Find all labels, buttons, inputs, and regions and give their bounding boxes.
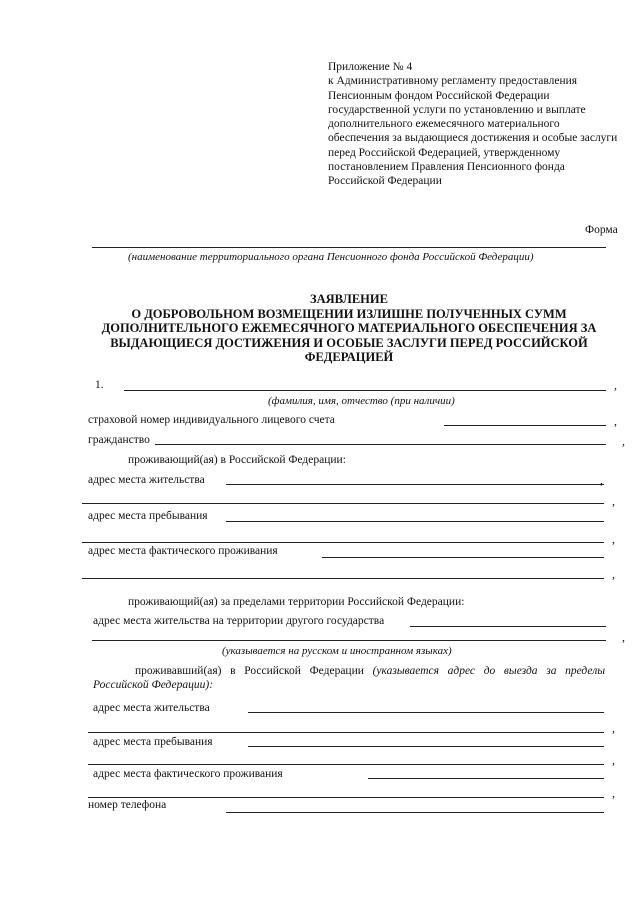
form-label: Форма [585, 224, 618, 236]
fio-line[interactable] [124, 390, 606, 391]
residence-address-2-label: адрес места жительства [93, 702, 210, 714]
foreign-residence-label: адрес места жительства на территории другого государства [93, 615, 385, 627]
comma: , [612, 753, 615, 767]
actual-address-line[interactable] [322, 557, 604, 558]
stay-address-line-2[interactable] [82, 542, 604, 543]
residence-address-2-line-2[interactable] [88, 732, 604, 733]
stay-address-2-line-2[interactable] [88, 764, 604, 765]
residing-abroad-label: проживающий(ая) за пределами территории Российской Федерации: [128, 596, 465, 608]
comma: , [622, 630, 625, 644]
comma: , [612, 494, 615, 508]
snils-label: страховой номер индивидуального лицевого счета [88, 414, 335, 426]
territorial-organ-line[interactable] [92, 247, 606, 248]
citizenship-label: гражданство [88, 434, 150, 446]
snils-line[interactable] [444, 425, 606, 426]
resided-rf-label: проживавший(ая) в Российской Федерации [135, 665, 364, 677]
comma: , [612, 567, 615, 581]
actual-address-label: адрес места фактического проживания [88, 545, 278, 557]
appendix-block [328, 60, 618, 189]
appendix-number: Приложение № 4 [328, 61, 413, 73]
residing-rf-label: проживающий(ая) в Российской Федерации: [128, 454, 346, 466]
resided-rf-paragraph [93, 664, 605, 692]
resided-rf-note: (указывается адрес до выезда за пределы Российской Федерации): [93, 665, 606, 691]
foreign-residence-line[interactable] [410, 626, 606, 627]
title-line-2: О ДОБРОВОЛЬНОМ ВОЗМЕЩЕНИИ ИЗЛИШНЕ ПОЛУЧЕННЫХ СУММ ДОПОЛНИТЕЛЬНОГО ЕЖЕМЕСЯЧНОГО МАТЕРИАЛЬНОГО ОБЕСПЕЧЕНИЯ ЗА ВЫДАЮЩИЕСЯ ДОСТИЖЕНИЯ И ОСОБЫЕ ЗАСЛУГИ ПЕРЕД РОССИЙСКОЙ ФЕДЕРАЦИЕЙ [101, 306, 597, 364]
territorial-organ-caption: (наименование территориального органа Пенсионного фонда Российской Федерации) [128, 251, 534, 263]
stay-address-2-label: адрес места пребывания [93, 736, 213, 748]
comma: , [612, 721, 615, 735]
languages-caption: (указывается на русском и иностранном языках) [222, 645, 452, 657]
comma: , [600, 473, 603, 487]
comma: , [612, 532, 615, 546]
actual-address-2-line[interactable] [368, 778, 604, 779]
title-line-1: ЗАЯВЛЕНИЕ [310, 292, 388, 306]
fio-caption: (фамилия, имя, отчество (при наличии) [268, 395, 455, 407]
actual-address-line-2[interactable] [82, 578, 604, 579]
comma: , [614, 378, 617, 392]
actual-address-2-label: адрес места фактического проживания [93, 768, 283, 780]
phone-label: номер телефона [88, 799, 167, 811]
residence-address-2-line[interactable] [248, 712, 604, 713]
stay-address-line[interactable] [226, 521, 604, 522]
stay-address-label: адрес места пребывания [88, 510, 208, 522]
residence-address-line[interactable] [226, 484, 604, 485]
stay-address-2-line[interactable] [248, 746, 604, 747]
residence-address-label: адрес места жительства [88, 474, 205, 486]
appendix-text: к Административному регламенту предоставления Пенсионным фондом Российской Федерации государственной услуги по установлению и выплате дополнительного ежемесячного материального обеспечения за выдающиеся достижения и особые заслуги перед Российской Федерацией, утвержденному постановлением Правления Пенсионного фонда Российской Федерации [328, 75, 618, 188]
citizenship-line[interactable] [155, 444, 606, 445]
document-title [96, 292, 602, 365]
comma: , [614, 414, 617, 428]
residence-address-line-2[interactable] [82, 503, 604, 504]
phone-line[interactable] [226, 812, 604, 813]
item-number: 1. [95, 379, 104, 391]
comma: , [622, 434, 625, 448]
foreign-residence-line-2[interactable] [92, 640, 606, 641]
comma: , [612, 786, 615, 800]
